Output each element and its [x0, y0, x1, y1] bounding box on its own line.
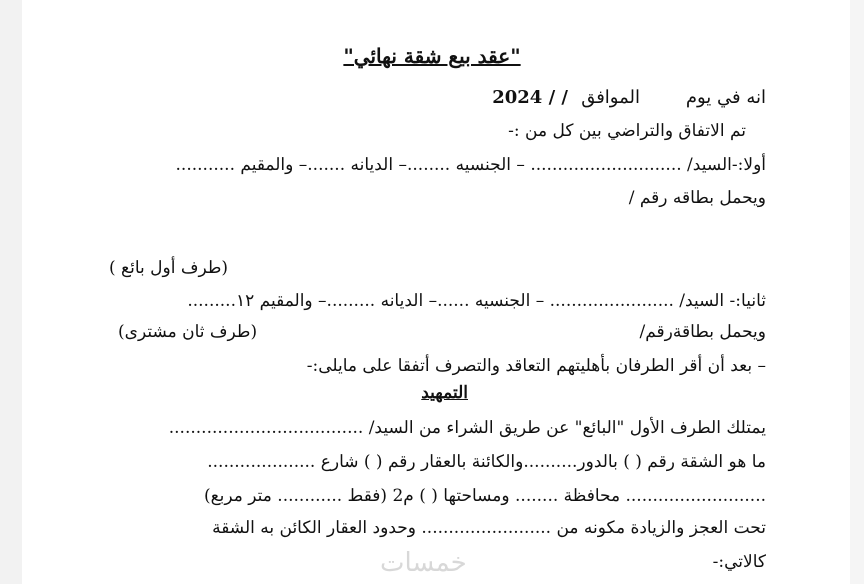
section-heading-text: التمهيد	[421, 383, 468, 403]
intro-line: تم الاتفاق والتراضي بين كل من :-	[508, 121, 746, 141]
party1-line: أولا:-السيد/ ............................ – الجنسيه ........– الديانه .......– والمقيم ...........	[175, 155, 766, 175]
date-value: 2024 / /	[492, 87, 568, 108]
section-heading	[421, 381, 468, 405]
party1-id-line: ويحمل بطاقه رقم /	[628, 188, 766, 208]
body-line-2: ما هو الشقة رقم ( ) بالدور..........والكائنة بالعقار رقم ( ) شارع ....................	[207, 452, 766, 472]
party2-line: ثانيا:- السيد/ ....................... – الجنسيه ......– الديانه .........– والمقيم ١٢.........	[187, 291, 766, 311]
date-muwafiq: الموافق	[581, 87, 640, 108]
date-prefix: انه في يوم	[685, 87, 766, 108]
watermark: خمسات	[380, 548, 467, 578]
body-line-4: تحت العجز والزيادة مكونه من ........................ وحدود العقار الكائن به الشقة	[212, 518, 766, 538]
page-edge-right	[850, 0, 864, 584]
party1-role: (طرف أول بائع )	[109, 258, 228, 278]
party2-role: (طرف ثان مشترى)	[118, 322, 258, 342]
contract-title: "عقد بيع شقة نهائي"	[343, 44, 521, 68]
agreement-line: – بعد أن أقر الطرفان بأهليتهم التعاقد والتصرف أتفقا على مايلى:-	[306, 356, 766, 376]
body-line-1: يمتلك الطرف الأول "البائع" عن طريق الشراء من السيد/ ....................................	[168, 418, 766, 438]
party2-id-line: ويحمل بطاقةرقم/	[639, 322, 766, 342]
body-line-5: كالاتي:-	[712, 552, 766, 572]
body-line-3: .......................... محافظة ........ ومساحتها ( ) م2 (فقط ............ متر مربع)	[203, 486, 766, 506]
page-edge-left	[0, 0, 22, 584]
